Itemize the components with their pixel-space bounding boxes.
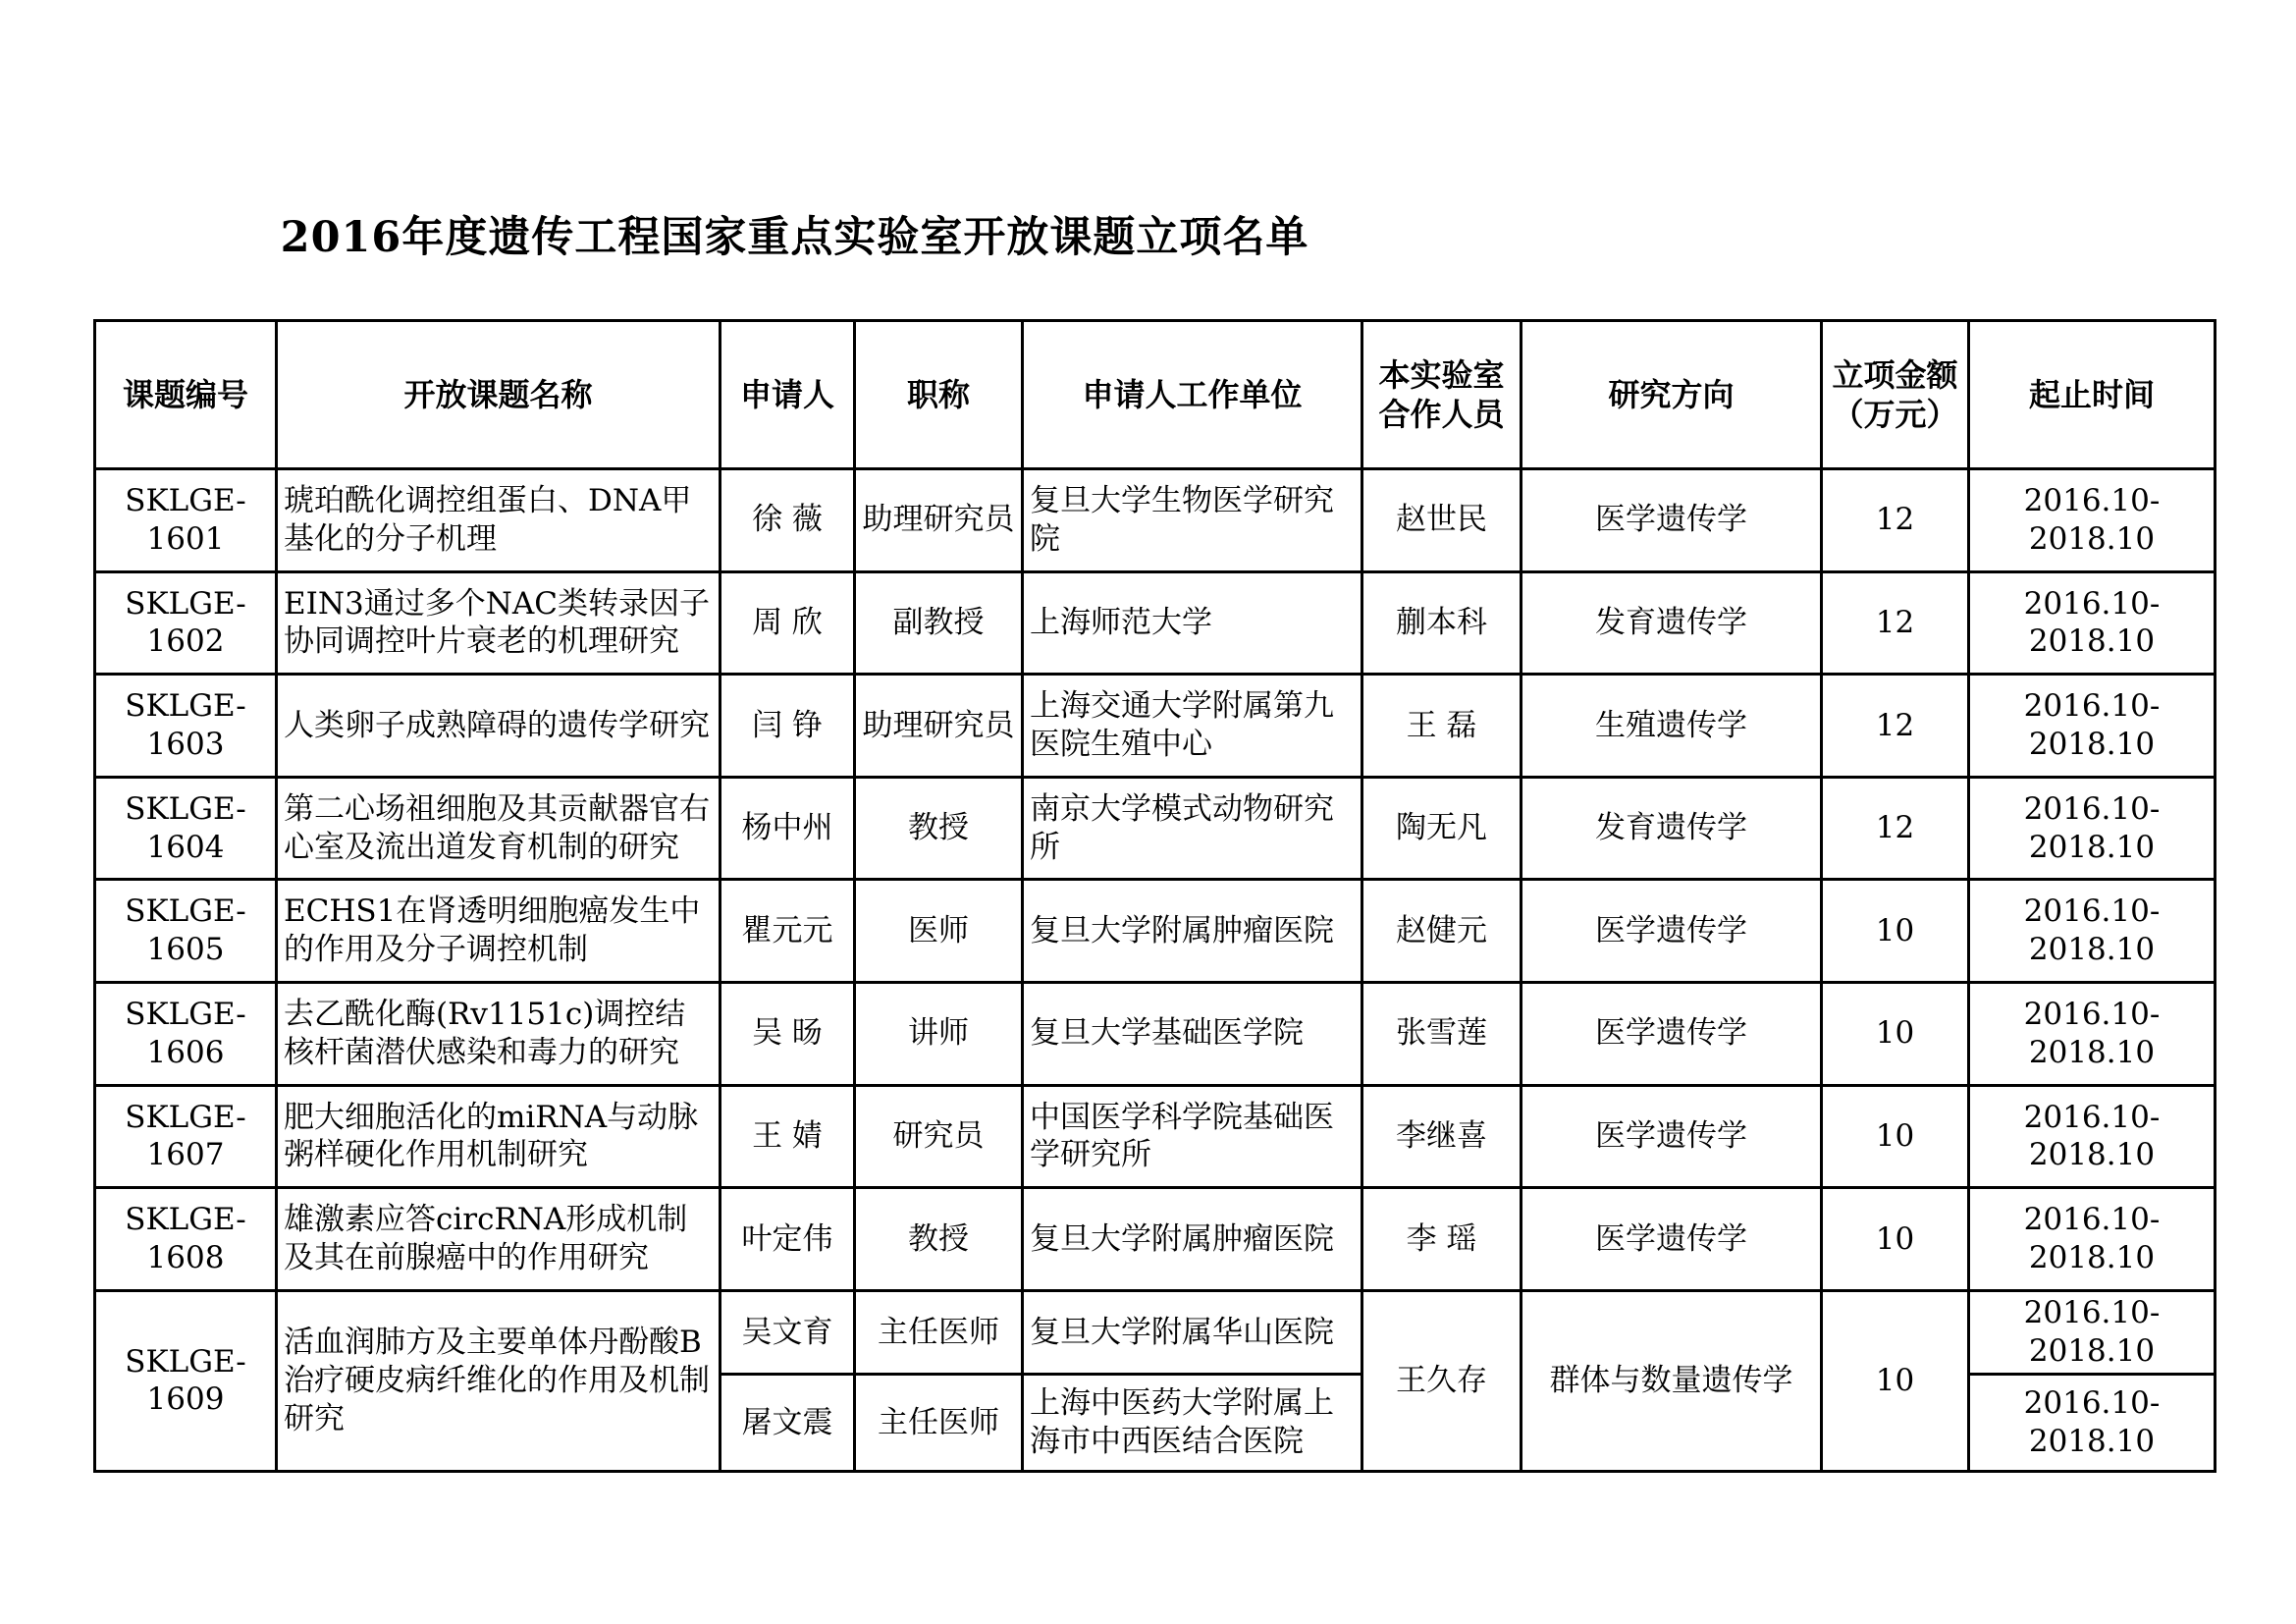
- project-table: [93, 319, 2216, 1473]
- cell-topic: 琥珀酰化调控组蛋白、DNA甲基化的分子机理: [277, 469, 721, 572]
- table-row: [95, 983, 2216, 1086]
- cell-amount: 10: [1822, 1290, 1969, 1471]
- cell-unit: 复旦大学生物医学研究院: [1023, 469, 1362, 572]
- header-unit: 申请人工作单位: [1023, 321, 1362, 469]
- header-applicant: 申请人: [721, 321, 855, 469]
- cell-amount: 12: [1822, 777, 1969, 880]
- cell-amount: 10: [1822, 1188, 1969, 1291]
- header-amount: 立项金额（万元）: [1822, 321, 1969, 469]
- table-row: [95, 1290, 2216, 1375]
- cell-id: SKLGE-1606: [95, 983, 277, 1086]
- cell-id: SKLGE-1603: [95, 675, 277, 778]
- header-row: [95, 321, 2216, 469]
- cell-rank: 医师: [855, 880, 1023, 983]
- cell-unit: 上海师范大学: [1023, 571, 1362, 675]
- cell-applicant: 瞿元元: [721, 880, 855, 983]
- cell-amount: 10: [1822, 983, 1969, 1086]
- cell-period: 2016.10-2018.10: [1969, 1375, 2216, 1472]
- cell-unit: 复旦大学附属肿瘤医院: [1023, 880, 1362, 983]
- table-row: [95, 469, 2216, 572]
- cell-period: 2016.10-2018.10: [1969, 469, 2216, 572]
- cell-period: 2016.10-2018.10: [1969, 675, 2216, 778]
- cell-topic: EIN3通过多个NAC类转录因子协同调控叶片衰老的机理研究: [277, 571, 721, 675]
- cell-collab: 蒯本科: [1362, 571, 1522, 675]
- cell-direction: 医学遗传学: [1522, 469, 1822, 572]
- cell-unit: 上海中医药大学附属上海市中西医结合医院: [1023, 1375, 1362, 1472]
- cell-topic: 雄激素应答circRNA形成机制及其在前腺癌中的作用研究: [277, 1188, 721, 1291]
- cell-id: SKLGE-1605: [95, 880, 277, 983]
- cell-applicant: 吴文育: [721, 1290, 855, 1375]
- header-period: 起止时间: [1969, 321, 2216, 469]
- cell-topic: 去乙酰化酶(Rv1151c)调控结核杆菌潜伏感染和毒力的研究: [277, 983, 721, 1086]
- cell-period: 2016.10-2018.10: [1969, 1188, 2216, 1291]
- cell-id: SKLGE-1609: [95, 1290, 277, 1471]
- header-rank: 职称: [855, 321, 1023, 469]
- cell-period: 2016.10-2018.10: [1969, 571, 2216, 675]
- cell-collab: 王久存: [1362, 1290, 1522, 1471]
- cell-collab: 李 瑶: [1362, 1188, 1522, 1291]
- cell-applicant: 屠文震: [721, 1375, 855, 1472]
- cell-collab: 李继喜: [1362, 1085, 1522, 1188]
- table-row: [95, 571, 2216, 675]
- cell-collab: 赵世民: [1362, 469, 1522, 572]
- cell-unit: 南京大学模式动物研究所: [1023, 777, 1362, 880]
- cell-applicant: 杨中州: [721, 777, 855, 880]
- cell-rank: 研究员: [855, 1085, 1023, 1188]
- cell-collab: 陶无凡: [1362, 777, 1522, 880]
- cell-applicant: 周 欣: [721, 571, 855, 675]
- cell-applicant: 王 婧: [721, 1085, 855, 1188]
- table-row: [95, 1188, 2216, 1291]
- cell-topic: 活血润肺方及主要单体丹酚酸B治疗硬皮病纤维化的作用及机制研究: [277, 1290, 721, 1471]
- cell-id: SKLGE-1602: [95, 571, 277, 675]
- cell-topic: 肥大细胞活化的miRNA与动脉粥样硬化作用机制研究: [277, 1085, 721, 1188]
- cell-period: 2016.10-2018.10: [1969, 777, 2216, 880]
- header-collab: 本实验室合作人员: [1362, 321, 1522, 469]
- cell-amount: 12: [1822, 469, 1969, 572]
- header-id: 课题编号: [95, 321, 277, 469]
- cell-amount: 12: [1822, 571, 1969, 675]
- cell-collab: 张雪莲: [1362, 983, 1522, 1086]
- cell-rank: 教授: [855, 777, 1023, 880]
- cell-period: 2016.10-2018.10: [1969, 1290, 2216, 1375]
- header-topic: 开放课题名称: [277, 321, 721, 469]
- cell-direction: 医学遗传学: [1522, 880, 1822, 983]
- cell-direction: 群体与数量遗传学: [1522, 1290, 1822, 1471]
- cell-rank: 主任医师: [855, 1375, 1023, 1472]
- cell-period: 2016.10-2018.10: [1969, 880, 2216, 983]
- cell-unit: 上海交通大学附属第九医院生殖中心: [1023, 675, 1362, 778]
- table-row: [95, 880, 2216, 983]
- cell-id: SKLGE-1607: [95, 1085, 277, 1188]
- cell-id: SKLGE-1601: [95, 469, 277, 572]
- cell-applicant: 吴 旸: [721, 983, 855, 1086]
- cell-unit: 中国医学科学院基础医学研究所: [1023, 1085, 1362, 1188]
- cell-rank: 教授: [855, 1188, 1023, 1291]
- cell-unit: 复旦大学附属华山医院: [1023, 1290, 1362, 1375]
- cell-applicant: 徐 薇: [721, 469, 855, 572]
- cell-collab: 王 磊: [1362, 675, 1522, 778]
- cell-direction: 医学遗传学: [1522, 1085, 1822, 1188]
- cell-amount: 12: [1822, 675, 1969, 778]
- cell-rank: 副教授: [855, 571, 1023, 675]
- table-row: [95, 777, 2216, 880]
- page-title: [0, 204, 2296, 264]
- cell-applicant: 闫 铮: [721, 675, 855, 778]
- page-title-text: 2016年度遗传工程国家重点实验室开放课题立项名单: [280, 213, 1309, 262]
- cell-unit: 复旦大学附属肿瘤医院: [1023, 1188, 1362, 1291]
- cell-id: SKLGE-1608: [95, 1188, 277, 1291]
- cell-direction: 医学遗传学: [1522, 1188, 1822, 1291]
- cell-unit: 复旦大学基础医学院: [1023, 983, 1362, 1086]
- cell-period: 2016.10-2018.10: [1969, 983, 2216, 1086]
- cell-amount: 10: [1822, 880, 1969, 983]
- cell-direction: 生殖遗传学: [1522, 675, 1822, 778]
- cell-topic: 第二心场祖细胞及其贡献器官右心室及流出道发育机制的研究: [277, 777, 721, 880]
- table-row: [95, 1085, 2216, 1188]
- cell-period: 2016.10-2018.10: [1969, 1085, 2216, 1188]
- cell-id: SKLGE-1604: [95, 777, 277, 880]
- cell-collab: 赵健元: [1362, 880, 1522, 983]
- cell-rank: 助理研究员: [855, 469, 1023, 572]
- cell-applicant: 叶定伟: [721, 1188, 855, 1291]
- table-row: [95, 675, 2216, 778]
- cell-topic: 人类卵子成熟障碍的遗传学研究: [277, 675, 721, 778]
- cell-rank: 讲师: [855, 983, 1023, 1086]
- cell-direction: 发育遗传学: [1522, 777, 1822, 880]
- header-direction: 研究方向: [1522, 321, 1822, 469]
- cell-direction: 发育遗传学: [1522, 571, 1822, 675]
- cell-topic: ECHS1在肾透明细胞癌发生中的作用及分子调控机制: [277, 880, 721, 983]
- cell-rank: 主任医师: [855, 1290, 1023, 1375]
- cell-rank: 助理研究员: [855, 675, 1023, 778]
- cell-direction: 医学遗传学: [1522, 983, 1822, 1086]
- cell-amount: 10: [1822, 1085, 1969, 1188]
